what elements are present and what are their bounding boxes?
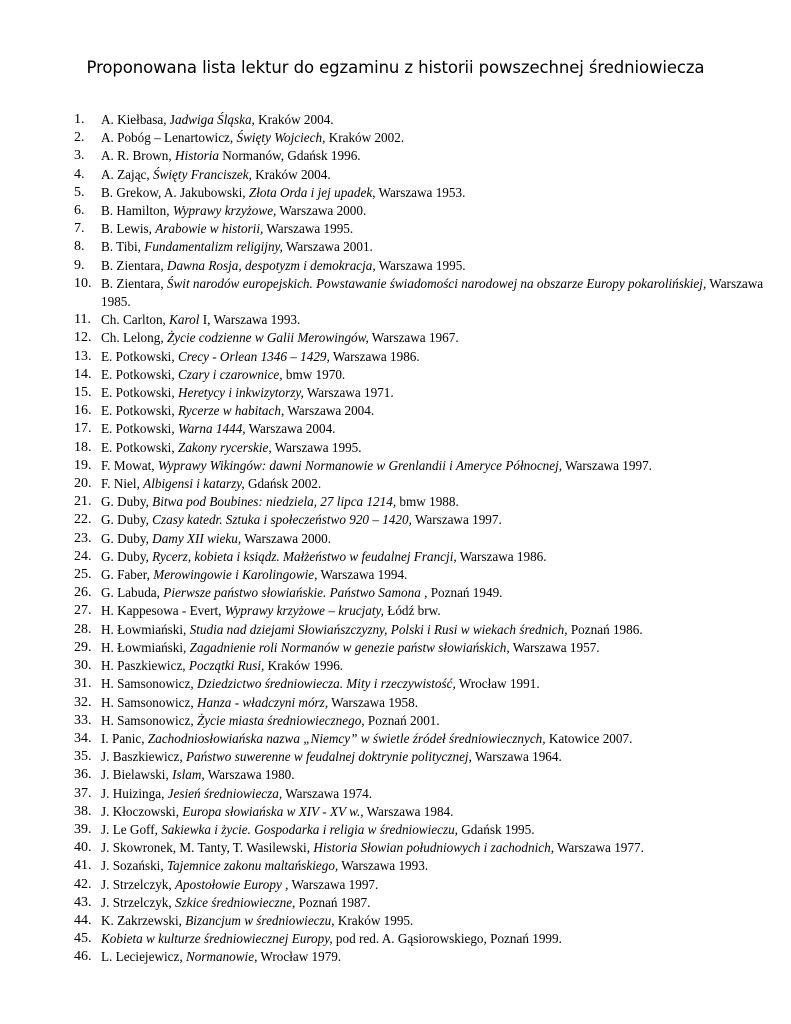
bibliography-entry	[74, 329, 774, 347]
entry-title: Studia nad dziejami Słowiańszczyzny, Polski i Rusi w wiekach średnich,	[189, 621, 568, 637]
entry-title: Damy XII wieku,	[152, 530, 242, 546]
entry-number: 3.	[74, 148, 85, 164]
entry-publication: Warszawa 1984.	[363, 803, 454, 819]
entry-publication: Łódź brw.	[383, 603, 441, 619]
entry-number: 8.	[74, 239, 85, 255]
entry-publication: , Poznań 1949.	[420, 585, 503, 601]
entry-title: Wyprawy krzyżowe – krucjaty,	[224, 603, 384, 619]
bibliography-entry	[74, 839, 774, 857]
bibliography-entry	[74, 857, 774, 875]
entry-number: 17.	[74, 421, 92, 437]
entry-publication: , Warszawa 1957.	[506, 639, 600, 655]
bibliography-entry	[74, 166, 774, 184]
entry-author: B. Grekow, A. Jakubowski,	[101, 184, 249, 200]
entry-number: 31.	[74, 676, 92, 692]
entry-publication: Warszawa 2004.	[245, 421, 336, 437]
entry-number: 20.	[74, 476, 92, 492]
entry-title: Sakiewka i życie. Gospodarka i religia w średniowieczu,	[161, 821, 458, 837]
entry-author: H. Samsonowicz,	[101, 676, 197, 692]
entry-number: 21.	[74, 494, 92, 510]
entry-title: Państwo suwerenne w feudalnej doktrynie politycznej	[185, 749, 469, 765]
entry-publication: Warszawa 1995.	[271, 439, 362, 455]
entry-author: H. Samsonowicz,	[101, 694, 197, 710]
entry-publication: Poznań 2001.	[364, 712, 440, 728]
entry-title: Hanza - władczyni mórz,	[196, 694, 329, 710]
entry-author: H. Łowmiański,	[101, 639, 190, 655]
entry-author: B. Zientara,	[101, 257, 167, 273]
bibliography-entry	[74, 766, 774, 784]
entry-publication: Normanów, Gdańsk 1996.	[218, 148, 361, 164]
bibliography-entry	[74, 584, 774, 602]
entry-publication: Warszawa 1980.	[204, 767, 295, 783]
entry-title: Karol	[169, 312, 200, 328]
bibliography-entry	[74, 712, 774, 730]
entry-number: 36.	[74, 767, 92, 783]
entry-author: E. Potkowski,	[101, 348, 178, 364]
entry-author: H. Paszkiewicz,	[101, 658, 189, 674]
entry-publication: Warszawa 1986.	[329, 348, 420, 364]
entry-number: 35.	[74, 749, 92, 765]
bibliography-list	[74, 111, 774, 967]
bibliography-entry	[74, 930, 774, 948]
bibliography-entry	[74, 457, 774, 475]
entry-title: Normanowie,	[185, 949, 258, 965]
entry-publication: , Warszawa 1964.	[468, 749, 562, 765]
entry-title: Kobieta w kulturze średniowiecznej Europy,	[101, 931, 333, 947]
entry-author: E. Potkowski,	[101, 403, 178, 419]
entry-author: J. Le Goff,	[101, 821, 162, 837]
entry-title: Crecy - Orlean 1346 – 1429,	[177, 348, 330, 364]
bibliography-entry	[74, 657, 774, 675]
entry-publication: Warszawa 1967.	[368, 330, 459, 346]
entry-author: E. Potkowski,	[101, 385, 178, 401]
bibliography-entry	[74, 129, 774, 147]
entry-title: Jesień średniowiecza,	[167, 785, 283, 801]
entry-publication: Poznań 1987.	[295, 894, 371, 910]
entry-number: 11.	[74, 312, 91, 328]
bibliography-entry	[74, 566, 774, 584]
entry-title: Albigensi i katarzy,	[143, 476, 245, 492]
entry-author: H. Łowmiański,	[101, 621, 190, 637]
entry-publication: Warszawa 1958.	[328, 694, 419, 710]
entry-title: Szkice średniowieczne,	[174, 894, 296, 910]
entry-publication: Kraków 2004.	[254, 112, 334, 127]
entry-publication: Kraków 1995.	[334, 912, 414, 928]
entry-author: G. Labuda,	[101, 585, 164, 601]
entry-number: 18.	[74, 439, 92, 455]
entry-title: Historia	[175, 148, 219, 164]
bibliography-entry	[74, 184, 774, 202]
entry-author: G. Duby,	[101, 512, 153, 528]
entry-title: Czary i czarownice,	[177, 366, 283, 382]
entry-number: 14.	[74, 366, 92, 382]
entry-author: J. Skowronek, M. Tanty, T. Wasilewski,	[101, 840, 314, 856]
bibliography-entry	[74, 311, 774, 329]
entry-title: Dziedzictwo średniowiecza. Mity i rzeczywistość,	[196, 676, 456, 692]
entry-title: Święty Wojciech,	[236, 130, 326, 146]
bibliography-entry	[74, 948, 774, 966]
entry-publication: Gdańsk 1995.	[457, 821, 535, 837]
entry-publication: Warszawa 1997.	[411, 512, 502, 528]
entry-title: Dawna Rosja, despotyzm i demokracja,	[166, 257, 376, 273]
bibliography-entry	[74, 730, 774, 748]
entry-publication: pod red. A. Gąsiorowskiego, Poznań 1999.	[332, 931, 562, 947]
bibliography-entry	[74, 639, 774, 657]
bibliography-entry	[74, 402, 774, 420]
bibliography-entry	[74, 111, 774, 129]
entry-title: Europa słowiańska w XIV - XV w.,	[182, 803, 364, 819]
bibliography-entry	[74, 220, 774, 238]
bibliography-entry	[74, 420, 774, 438]
entry-title: Wyprawy Wikingów: dawni Normanowie w Grenlandii i Ameryce Północnej,	[157, 457, 563, 473]
entry-publication: Warszawa 2000.	[241, 530, 332, 546]
entry-number: 2.	[74, 130, 85, 146]
bibliography-entry	[74, 439, 774, 457]
bibliography-entry	[74, 748, 774, 766]
entry-number: 13.	[74, 348, 92, 364]
entry-publication: Warszawa 1993.	[338, 858, 429, 874]
entry-number: 28.	[74, 621, 92, 637]
entry-author: A. Kiełbasa, J	[101, 112, 175, 127]
entry-author: E. Potkowski,	[101, 421, 178, 437]
entry-author: I. Panic,	[101, 730, 148, 746]
bibliography-entry	[74, 366, 774, 384]
entry-author: Ch. Lelong,	[101, 330, 167, 346]
entry-title: adwiga Śląska,	[174, 112, 255, 127]
entry-number: 4.	[74, 166, 85, 182]
entry-number: 40.	[74, 840, 92, 856]
entry-number: 19.	[74, 457, 92, 473]
bibliography-entry	[74, 694, 774, 712]
entry-author: A. Pobóg – Lenartowicz,	[101, 130, 237, 146]
entry-author: G. Duby,	[101, 494, 153, 510]
entry-number: 1.	[74, 112, 85, 127]
page-title: Proponowana lista lektur do egzaminu z historii powszechnej średniowiecza	[86, 58, 705, 77]
entry-author: J. Kłoczowski,	[101, 803, 183, 819]
bibliography-entry	[74, 530, 774, 548]
entry-title: Święty Franciszek,	[153, 166, 252, 182]
entry-publication: Kraków 2002.	[325, 130, 405, 146]
entry-author: Ch. Carlton,	[101, 312, 170, 328]
bibliography-entry	[74, 257, 774, 275]
entry-publication: Warszawa 2001.	[282, 239, 373, 255]
bibliography-entry	[74, 475, 774, 493]
entry-title: Islam,	[172, 767, 205, 783]
bibliography-entry	[74, 275, 774, 311]
entry-publication: Gdańsk 2002.	[244, 476, 322, 492]
entry-title: Merowingowie i Karolingowie,	[153, 567, 318, 583]
entry-title: Rycerz, kobieta i ksiądz. Małżeństwo w feudalnej Francji,	[152, 548, 457, 564]
entry-author: J. Huizinga,	[101, 785, 168, 801]
entry-title: Heretycy i inkwizytorzy,	[177, 385, 304, 401]
entry-number: 23.	[74, 530, 92, 546]
entry-publication: Warszawa 1995.	[375, 257, 466, 273]
entry-title: Tajemnice zakonu maltańskiego,	[166, 858, 339, 874]
entry-publication: Warszawa 1994.	[317, 567, 408, 583]
entry-number: 27.	[74, 603, 92, 619]
entry-title: Zagadnienie roli Normanów w genezie państw słowiańskich	[189, 639, 507, 655]
entry-author: J. Baszkiewicz,	[101, 749, 186, 765]
entry-publication: bmw 1988.	[396, 494, 459, 510]
bibliography-entry	[74, 548, 774, 566]
entry-title: Fundamentalizm religijny,	[144, 239, 283, 255]
bibliography-entry	[74, 912, 774, 930]
entry-publication: Warszawa 2000.	[276, 203, 367, 219]
entry-publication: , Warszawa 2004.	[280, 403, 375, 419]
entry-author: B. Tibi,	[101, 239, 145, 255]
entry-author: G. Faber,	[101, 567, 154, 583]
entry-number: 22.	[74, 512, 92, 528]
entry-publication: Warszawa 1997.	[562, 457, 652, 473]
bibliography-entry	[74, 821, 774, 839]
entry-number: 12.	[74, 330, 92, 346]
entry-author: F. Niel,	[101, 476, 144, 492]
entry-title: Życie codzienne w Galii Merowingów,	[166, 330, 369, 346]
entry-number: 34.	[74, 730, 92, 746]
entry-publication: Warszawa 1995.	[263, 221, 354, 237]
entry-title: Wyprawy krzyżowe,	[172, 203, 277, 219]
entry-title: Złota Orda i jej upadek	[248, 184, 373, 200]
entry-author: K. Zakrzewski,	[101, 912, 186, 928]
bibliography-entry	[74, 511, 774, 529]
bibliography-entry	[74, 147, 774, 165]
entry-number: 46.	[74, 949, 92, 965]
entry-publication: Warszawa 1971.	[303, 385, 394, 401]
bibliography-entry	[74, 675, 774, 693]
entry-number: 44.	[74, 912, 92, 928]
entry-author: E. Potkowski,	[101, 439, 178, 455]
entry-number: 43.	[74, 894, 92, 910]
entry-author: G. Duby,	[101, 548, 153, 564]
entry-author: B. Hamilton,	[101, 203, 173, 219]
entry-publication: , Warszawa 1997.	[281, 876, 379, 892]
entry-author: J. Bielawski,	[101, 767, 173, 783]
entry-publication: Wrocław 1979.	[257, 949, 342, 965]
entry-publication: bmw 1970.	[282, 366, 346, 382]
entry-publication: Warszawa 1974.	[282, 785, 373, 801]
entry-author: H. Kappesowa - Evert,	[101, 603, 225, 619]
entry-title: Czasy katedr. Sztuka i społeczeństwo 920 – 1420,	[152, 512, 412, 528]
entry-number: 25.	[74, 567, 92, 583]
entry-publication: Wrocław 1991.	[455, 676, 540, 692]
entry-publication: Poznań 1986.	[567, 621, 643, 637]
entry-title: Zakony rycerskie,	[177, 439, 272, 455]
entry-title: Apostołowie Europy	[174, 876, 282, 892]
entry-number: 24.	[74, 548, 92, 564]
entry-title: Bitwa pod Boubines: niedziela, 27 lipca 1214,	[152, 494, 397, 510]
entry-title: Świt narodów europejskich. Powstawanie świadomości narodowej na obszarze Europy pokarolińskiej,	[166, 275, 707, 291]
entry-author: A. Zając,	[101, 166, 153, 182]
entry-number: 15.	[74, 385, 92, 401]
entry-number: 10.	[74, 275, 92, 291]
bibliography-entry	[74, 384, 774, 402]
entry-publication: Kraków 1996.	[264, 658, 344, 674]
entry-author: B. Lewis,	[101, 221, 156, 237]
entry-title: Zachodniosłowiańska nazwa „Niemcy” w świetle źródeł średniowiecznych,	[147, 730, 546, 746]
bibliography-entry	[74, 238, 774, 256]
entry-publication: I, Warszawa 1993.	[199, 312, 301, 328]
entry-number: 39.	[74, 821, 92, 837]
entry-publication: Warszawa 1985.	[101, 275, 764, 310]
bibliography-entry	[74, 803, 774, 821]
entry-publication: Warszawa 1986.	[456, 548, 547, 564]
entry-publication: , Warszawa 1953.	[372, 184, 466, 200]
entry-number: 38.	[74, 803, 92, 819]
entry-title: Historia Słowian południowych i zachodnich	[313, 840, 551, 856]
entry-number: 26.	[74, 585, 92, 601]
bibliography-entry	[74, 876, 774, 894]
entry-title: Pierwsze państwo słowiańskie. Państwo Samona	[163, 585, 421, 601]
entry-number: 37.	[74, 785, 92, 801]
entry-title: Rycerze w habitach	[177, 403, 281, 419]
bibliography-entry	[74, 202, 774, 220]
entry-number: 5.	[74, 184, 85, 200]
entry-author: G. Duby,	[101, 530, 153, 546]
entry-author: J. Sozański,	[101, 858, 167, 874]
entry-number: 42.	[74, 876, 92, 892]
entry-title: Arabowie w historii,	[155, 221, 264, 237]
entry-author: J. Strzelczyk,	[101, 876, 175, 892]
entry-number: 30.	[74, 658, 92, 674]
entry-title: Bizancjum w średniowieczu,	[185, 912, 335, 928]
bibliography-entry	[74, 894, 774, 912]
entry-publication: Kraków 2004.	[251, 166, 331, 182]
entry-author: L. Leciejewicz,	[101, 949, 186, 965]
entry-publication: , Warszawa 1977.	[550, 840, 644, 856]
entry-author: J. Strzelczyk,	[101, 894, 175, 910]
entry-author: H. Samsonowicz,	[101, 712, 197, 728]
entry-number: 9.	[74, 257, 85, 273]
entry-title: Życie miasta średniowiecznego,	[196, 712, 365, 728]
entry-author: B. Zientara,	[101, 275, 167, 291]
entry-number: 7.	[74, 221, 85, 237]
bibliography-entry	[74, 785, 774, 803]
entry-number: 32.	[74, 694, 92, 710]
entry-author: E. Potkowski,	[101, 366, 178, 382]
bibliography-entry	[74, 348, 774, 366]
entry-number: 16.	[74, 403, 92, 419]
entry-title: Warna 1444,	[177, 421, 246, 437]
bibliography-entry	[74, 621, 774, 639]
entry-number: 29.	[74, 639, 92, 655]
entry-number: 45.	[74, 931, 92, 947]
entry-title: Początki Rusi,	[188, 658, 265, 674]
entry-number: 6.	[74, 203, 85, 219]
bibliography-entry	[74, 493, 774, 511]
entry-publication: Katowice 2007.	[545, 730, 633, 746]
entry-number: 41.	[74, 858, 92, 874]
entry-number: 33.	[74, 712, 92, 728]
bibliography-entry	[74, 602, 774, 620]
entry-author: A. R. Brown,	[101, 148, 175, 164]
entry-author: F. Mowat,	[101, 457, 158, 473]
